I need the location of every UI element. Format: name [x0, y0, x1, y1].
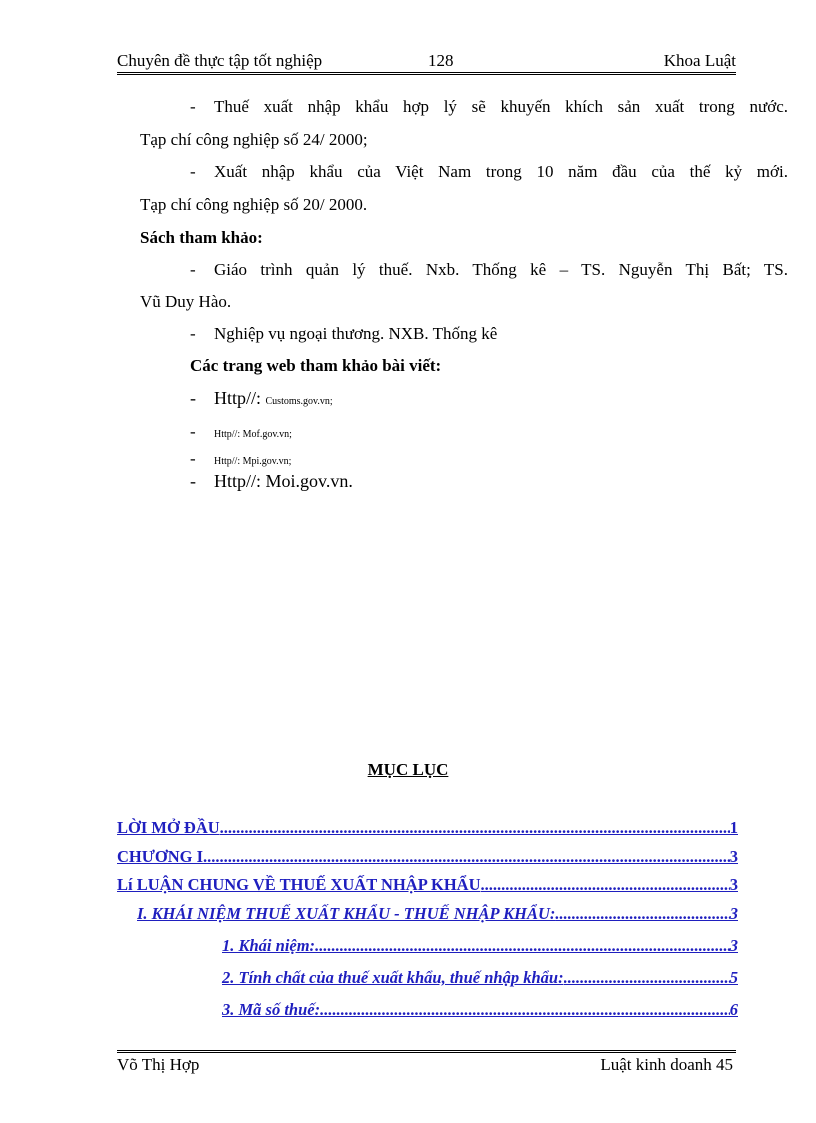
reference-item-continued: Tạp chí công nghiệp số 20/ 2000. [140, 195, 368, 214]
toc-entry[interactable]: 2. Tính chất của thuế xuất khẩu, thuế nhập khẩu: ..... 5 [155, 968, 738, 992]
reference-item-continued: Tạp chí công nghiệp số 24/ 2000; [140, 130, 368, 149]
toc-entry[interactable]: LỜI MỞ ĐẦU ..... 1 [117, 818, 738, 842]
books-heading: Sách tham khảo: [140, 228, 263, 247]
web-link-item: - Http//: Mof.gov.vn; [190, 422, 292, 441]
header-rule [117, 72, 736, 75]
footer-author: Võ Thị Hợp [117, 1055, 200, 1074]
toc-entry[interactable]: I. KHÁI NIỆM THUẾ XUẤT KHẨU - THUẾ NHẬP KHẨU: ..... 3 [137, 904, 738, 928]
header-page-number: 128 [428, 51, 454, 70]
book-item: - Nghiệp vụ ngoại thương. NXB. Thống kê [190, 324, 498, 343]
web-heading: Các trang web tham khảo bài viết: [190, 356, 442, 375]
reference-item: - Thuế xuất nhập khẩu hợp lý sẽ khuyến khích sản xuất trong nước. [190, 97, 788, 116]
web-link-item: - Http//: Moi.gov.vn. [190, 471, 353, 491]
book-item: - Giáo trình quản lý thuế. Nxb. Thống kê – TS. Nguyễn Thị Bất; TS. [190, 260, 788, 279]
web-link-item: - Http//: Mpi.gov.vn; [190, 449, 292, 468]
header-right-title: Khoa Luật [663, 51, 736, 70]
toc-title: MỤC LỤC [367, 760, 449, 779]
reference-item: - Xuất nhập khẩu của Việt Nam trong 10 năm đầu của thế kỷ mới. [190, 162, 788, 181]
toc-entry[interactable]: CHƯƠNG I ..... 3 [117, 847, 738, 871]
footer-class: Luật kinh doanh 45 [600, 1055, 733, 1074]
footer-rule [117, 1050, 736, 1053]
toc-entry[interactable]: Lí LUẬN CHUNG VỀ THUẾ XUẤT NHẬP KHẨU ..... 3 [117, 875, 738, 899]
book-item-continued: Vũ Duy Hào. [140, 292, 232, 311]
toc-entry[interactable]: 3. Mã số thuế: ..... 6 [155, 1000, 738, 1024]
web-link-item: - Http//: Customs.gov.vn; [190, 388, 333, 408]
header-left-title: Chuyên đề thực tập tốt nghiệp [117, 51, 323, 70]
page-header [117, 49, 736, 73]
toc-entry[interactable]: 1. Khái niệm: ..... 3 [155, 936, 738, 960]
